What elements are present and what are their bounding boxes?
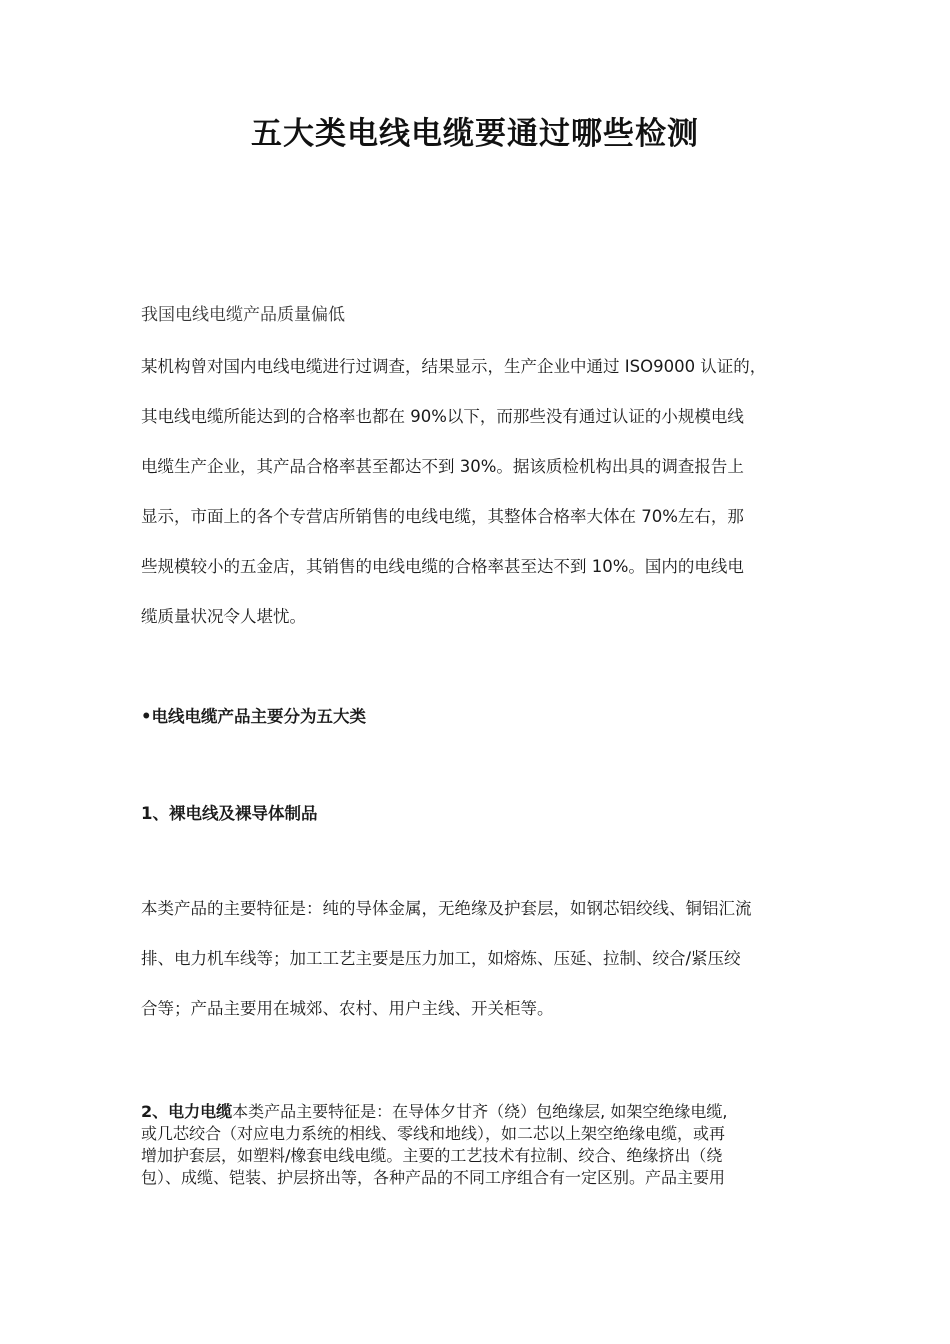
section-subtitle: 我国电线电缆产品质量偏低 [141, 305, 345, 325]
paragraph-line: 本类产品的主要特征是：纯的导体金属，无绝缘及护套层，如钢芯铝绞线、铜铝汇流 [141, 899, 752, 918]
paragraph-line: 显示，市面上的各个专营店所销售的电线电缆，其整体合格率大体在 70%左右，那 [141, 507, 744, 526]
paragraph-line: 些规模较小的五金店，其销售的电线电缆的合格率甚至达不到 10%。国内的电线电 [141, 557, 744, 576]
paragraph-line: 合等；产品主要用在城郊、农村、用户主线、开关柜等。 [141, 999, 554, 1018]
paragraph-power-cable [141, 1101, 817, 1189]
paragraph-line: 增加护套层，如塑料/橡套电线电缆。主要的工艺技术有拉制、绞合、绝缘挤出（绕 [141, 1146, 723, 1165]
paragraph-line: 排、电力机车线等；加工工艺主要是压力加工，如熔炼、压延、拉制、绞合/紧压绞 [141, 949, 741, 968]
paragraph-line: 包）、成缆、铠装、护层挤出等，各种产品的不同工序组合有一定区别。产品主要用 [141, 1168, 726, 1187]
paragraph-line: 某机构曾对国内电线电缆进行过调查，结果显示，生产企业中通过 ISO9000 认证的， [141, 357, 767, 376]
paragraph-line: 电缆生产企业，其产品合格率甚至都达不到 30%。据该质检机构出具的调查报告上 [141, 457, 744, 476]
document-title: 五大类电线电缆要通过哪些检测 [251, 116, 699, 152]
paragraph-bare-wire [141, 884, 817, 1034]
paragraph-line: 或几芯绞合（对应电力系统的相线、零线和地线），如二芯以上架空绝缘电缆，或再 [141, 1124, 726, 1143]
paragraph-line: 其电线电缆所能达到的合格率也都在 90%以下，而那些没有通过认证的小规模电线 [141, 407, 744, 426]
paragraph-line [141, 1101, 817, 1123]
section-heading-power-cable: 2、电力电缆 [141, 1102, 233, 1121]
section-heading-bare-wire: 1、裸电线及裸导体制品 [141, 804, 318, 823]
paragraph-line: 缆质量状况令人堪忧。 [141, 607, 306, 626]
paragraph-quality-survey [141, 342, 817, 642]
bullet-heading: •电线电缆产品主要分为五大类 [141, 707, 367, 726]
paragraph-line-text: 本类产品主要特征是：在导体夕甘齐（绕）包绝缘层, 如架空绝缘电缆, [232, 1102, 728, 1121]
